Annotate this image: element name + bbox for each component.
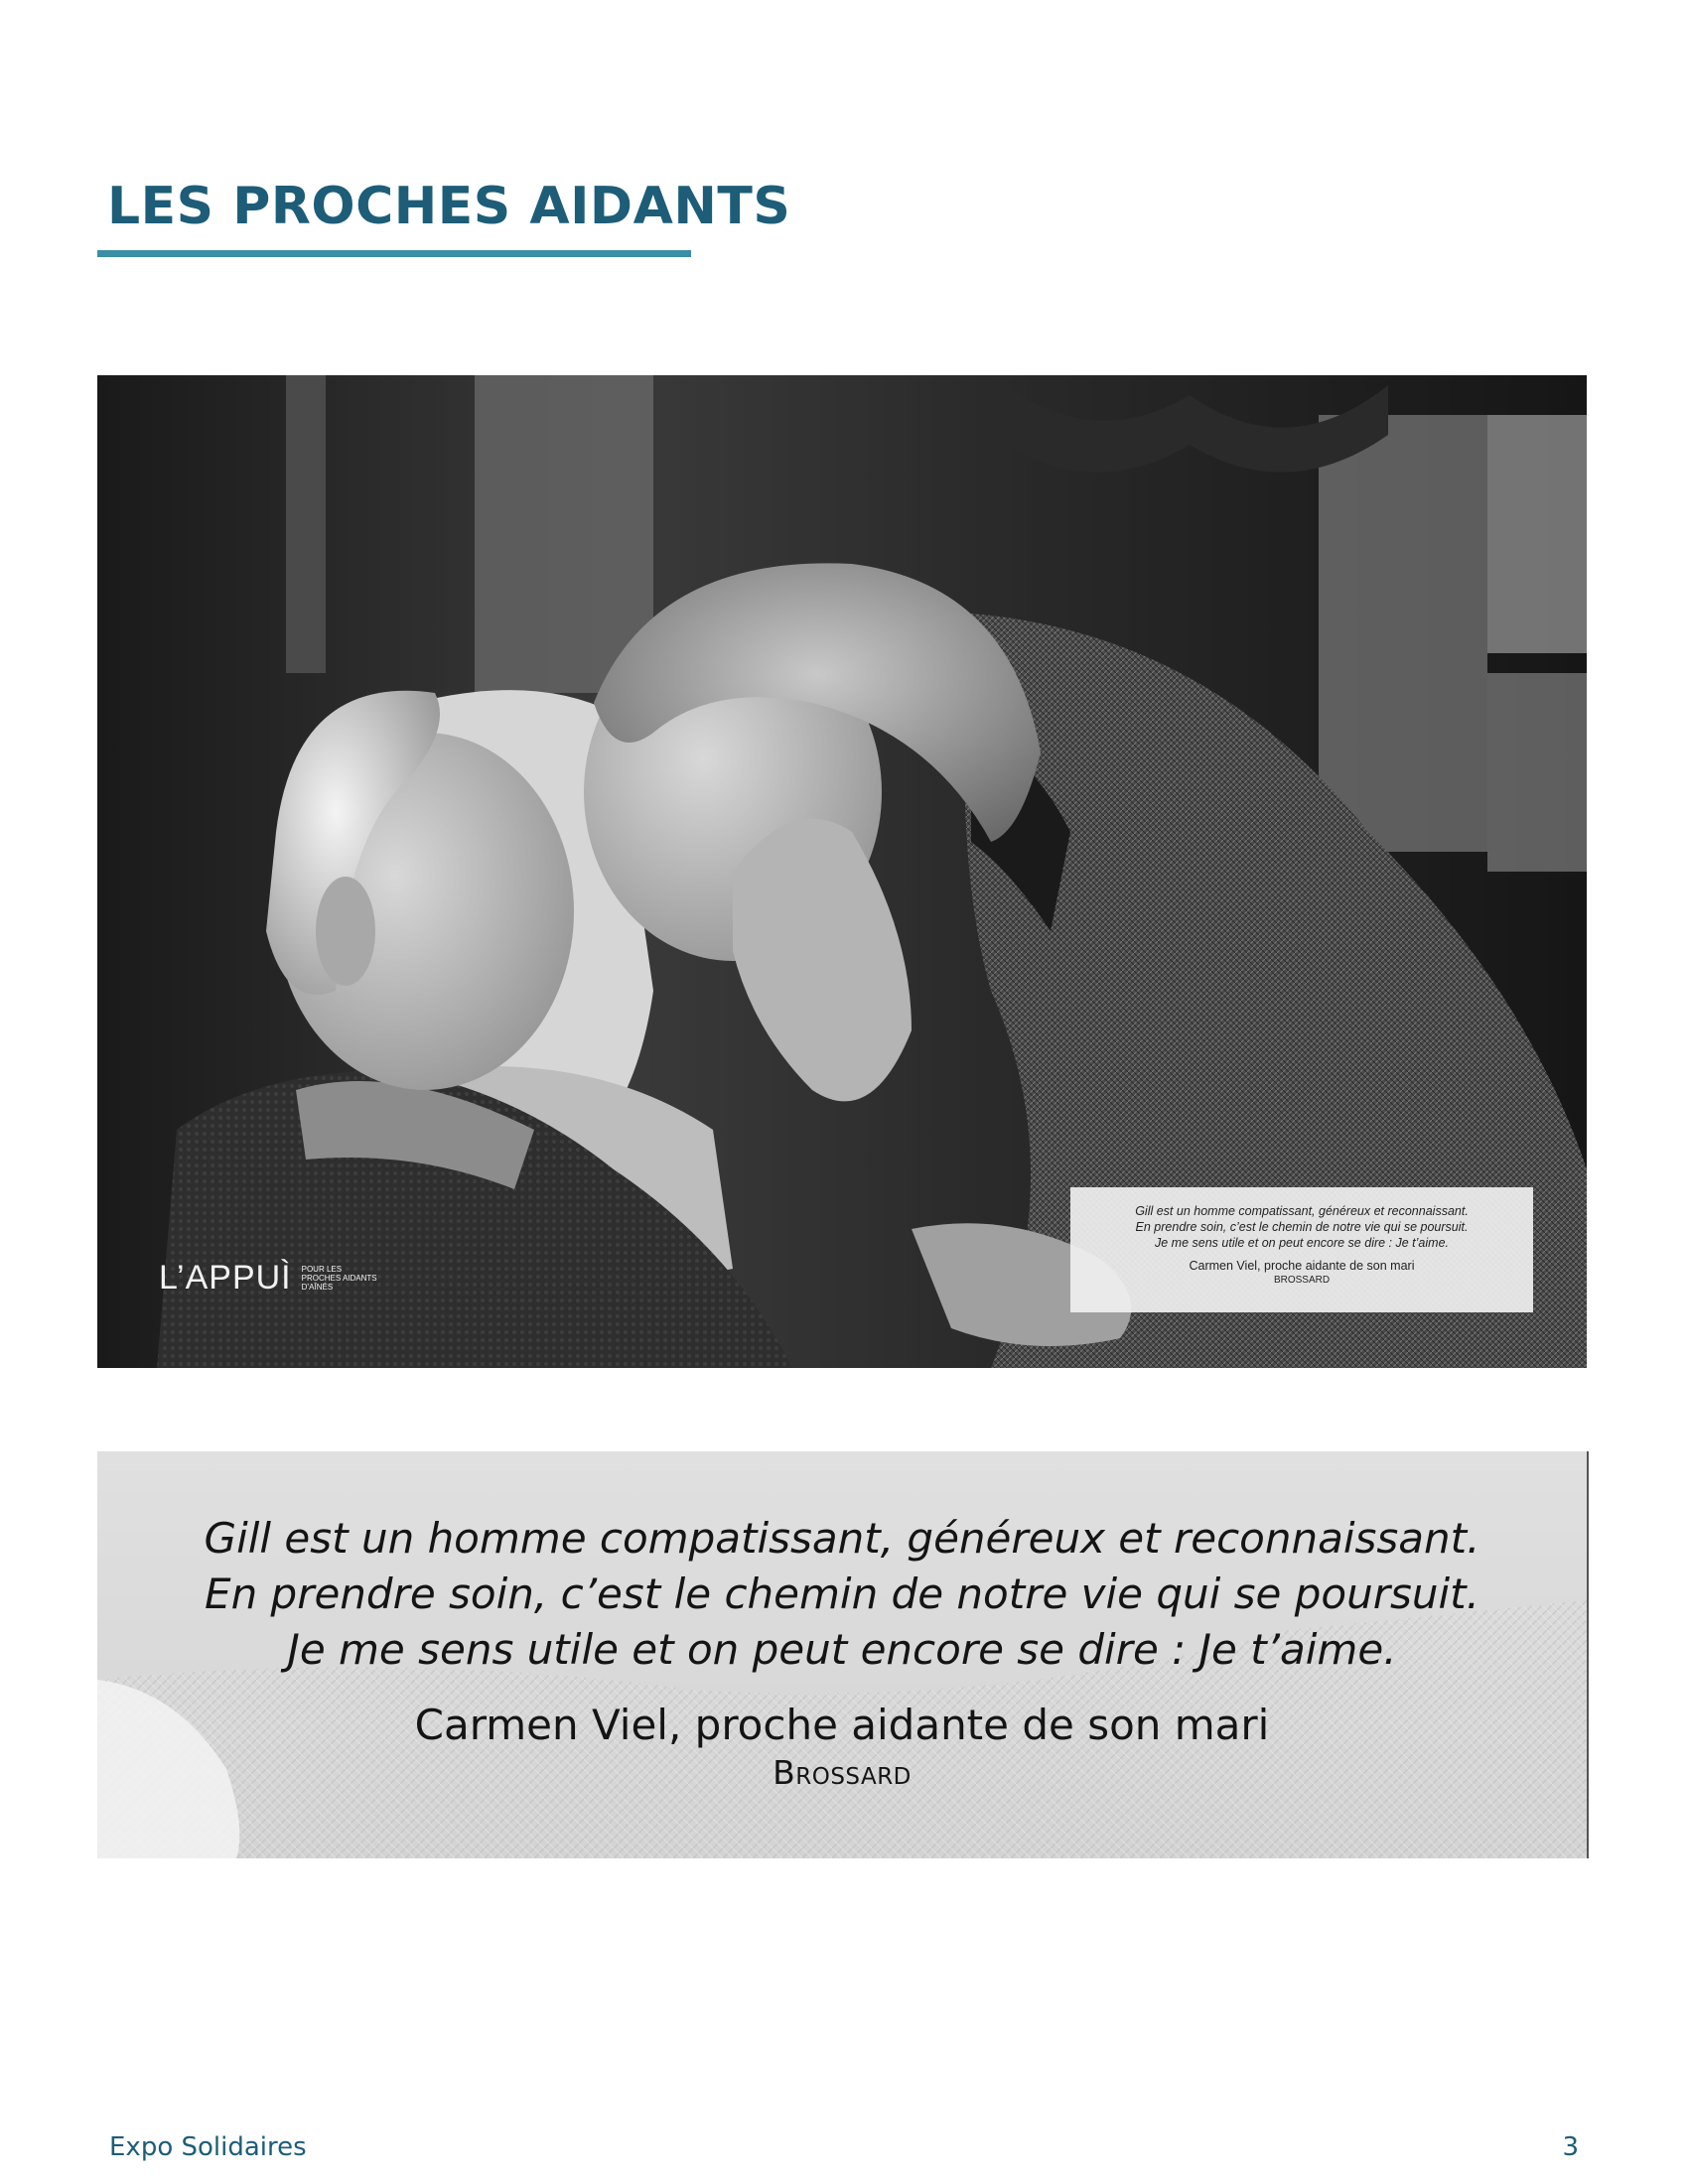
page-number: 3 [1562,2132,1579,2162]
logo-wordmark: L’APPUÌ [159,1259,292,1297]
photo-caption-box [1070,1187,1533,1312]
photo-caption-line: Je me sens utile et on peut encore se dire : Je t’aime. [1155,1236,1449,1250]
photo-caption-city: BROSSARD [1273,1275,1331,1286]
quote-line: Je me sens utile et on peut encore se dire : Je t’aime. [287,1625,1397,1674]
quote-band [97,1451,1589,1858]
logo [159,1259,381,1297]
quote-line: En prendre soin, c’est le chemin de notre vie qui se poursuit. [205,1570,1479,1618]
quote-city: Brossard [773,1753,912,1792]
photo-caption-line: Gill est un homme compatissant, généreux et reconnaissant. [1135,1204,1469,1218]
page-title: LES PROCHES AIDANTS [107,177,791,236]
quote [97,1511,1587,1795]
quote-author: Carmen Viel, proche aidante de son mari [414,1701,1270,1749]
photo-caption-author: Carmen Viel, proche aidante de son mari [1189,1259,1415,1273]
logo-tagline: POUR LES PROCHES AIDANTS D’AÎNÉS [301,1265,377,1292]
footer-publication: Expo Solidaires [109,2132,307,2162]
title-underline [97,250,691,257]
photo-caption-line: En prendre soin, c’est le chemin de notre vie qui se poursuit. [1135,1220,1469,1234]
quote-line: Gill est un homme compatissant, généreux et reconnaissant. [204,1514,1480,1563]
photo-couple [97,375,1587,1368]
